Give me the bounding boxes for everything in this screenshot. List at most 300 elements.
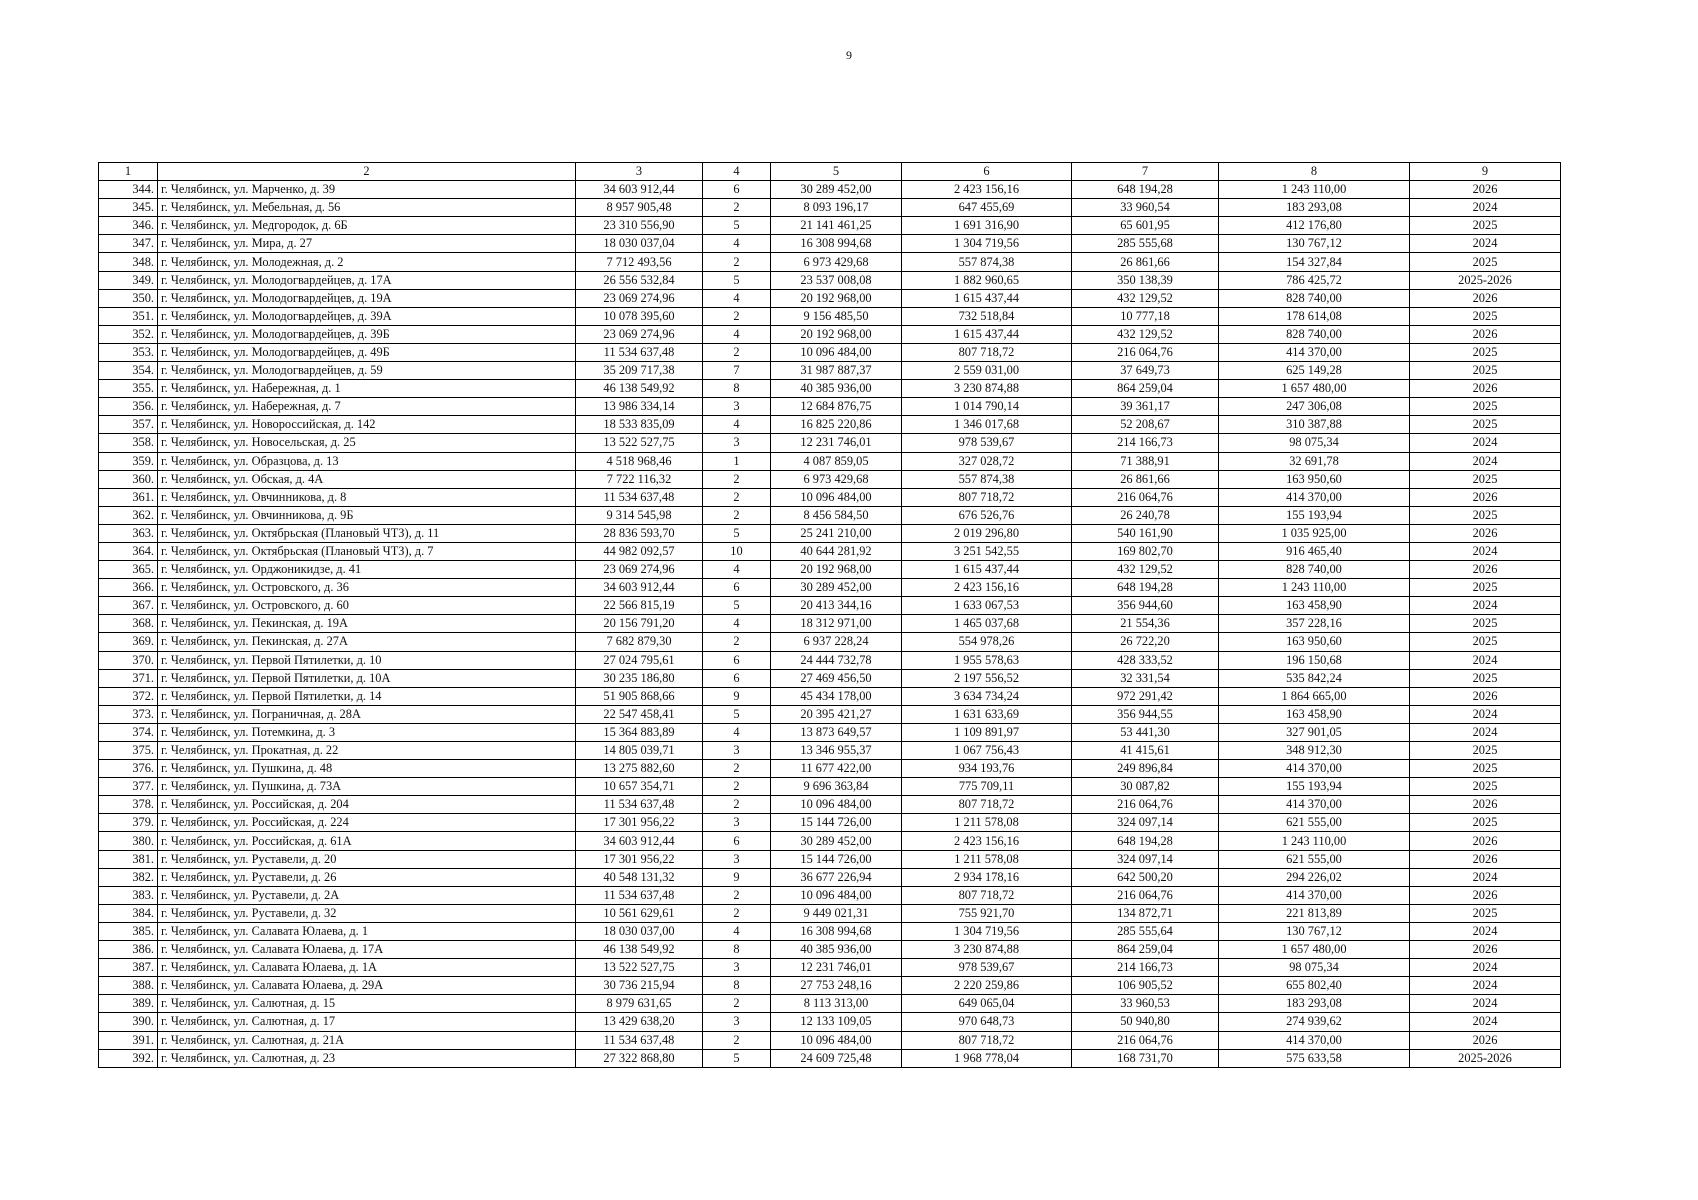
cell-row-number: 372.	[99, 687, 158, 705]
table-row	[99, 760, 1561, 778]
table-row	[99, 868, 1561, 886]
cell-cost-component-8: 130 767,12	[1219, 922, 1410, 940]
cell-count: 3	[703, 959, 771, 977]
cell-total-cost: 20 156 791,20	[576, 615, 703, 633]
cell-row-number: 392.	[99, 1049, 158, 1067]
cell-count: 2	[703, 633, 771, 651]
cell-year: 2025	[1410, 669, 1561, 687]
cell-total-cost: 35 209 717,38	[576, 362, 703, 380]
cell-address: г. Челябинск, ул. Марченко, д. 39	[158, 181, 576, 199]
cell-cost-component-5: 10 096 484,00	[771, 886, 902, 904]
cell-cost-component-6: 3 230 874,88	[902, 941, 1072, 959]
table-row	[99, 271, 1561, 289]
cell-row-number: 365.	[99, 561, 158, 579]
table-row	[99, 977, 1561, 995]
cell-cost-component-5: 31 987 887,37	[771, 362, 902, 380]
cell-cost-component-6: 934 193,76	[902, 760, 1072, 778]
cell-row-number: 349.	[99, 271, 158, 289]
cell-cost-component-6: 557 874,38	[902, 253, 1072, 271]
cell-cost-component-5: 40 644 281,92	[771, 542, 902, 560]
cell-count: 2	[703, 506, 771, 524]
cell-address: г. Челябинск, ул. Молодогвардейцев, д. 39Б	[158, 325, 576, 343]
cell-row-number: 361.	[99, 488, 158, 506]
cell-cost-component-6: 1 109 891,97	[902, 723, 1072, 741]
cell-year: 2024	[1410, 1013, 1561, 1031]
table-row	[99, 832, 1561, 850]
cell-cost-component-5: 10 096 484,00	[771, 796, 902, 814]
cell-address: г. Челябинск, ул. Пушкина, д. 48	[158, 760, 576, 778]
cell-total-cost: 10 561 629,61	[576, 904, 703, 922]
cell-cost-component-6: 2 423 156,16	[902, 579, 1072, 597]
table-header-row	[99, 163, 1561, 181]
cell-address: г. Челябинск, ул. Салавата Юлаева, д. 1А	[158, 959, 576, 977]
cell-cost-component-7: 26 722,20	[1072, 633, 1219, 651]
cell-address: г. Челябинск, ул. Октябрьская (Плановый ЧТЗ), д. 11	[158, 524, 576, 542]
repair-registry-table	[98, 162, 1561, 1068]
cell-cost-component-6: 3 230 874,88	[902, 380, 1072, 398]
cell-cost-component-6: 3 251 542,55	[902, 542, 1072, 560]
table-row	[99, 561, 1561, 579]
cell-cost-component-7: 864 259,04	[1072, 941, 1219, 959]
cell-cost-component-6: 557 874,38	[902, 470, 1072, 488]
cell-count: 2	[703, 343, 771, 361]
cell-cost-component-5: 30 289 452,00	[771, 832, 902, 850]
cell-cost-component-5: 20 192 968,00	[771, 325, 902, 343]
cell-cost-component-5: 12 231 746,01	[771, 434, 902, 452]
cell-year: 2026	[1410, 524, 1561, 542]
cell-count: 4	[703, 723, 771, 741]
cell-cost-component-8: 98 075,34	[1219, 959, 1410, 977]
cell-cost-component-8: 196 150,68	[1219, 651, 1410, 669]
cell-cost-component-6: 1 304 719,56	[902, 922, 1072, 940]
cell-row-number: 383.	[99, 886, 158, 904]
cell-address: г. Челябинск, ул. Салавата Юлаева, д. 1	[158, 922, 576, 940]
cell-count: 5	[703, 524, 771, 542]
cell-cost-component-5: 30 289 452,00	[771, 181, 902, 199]
cell-address: г. Челябинск, ул. Первой Пятилетки, д. 10А	[158, 669, 576, 687]
cell-total-cost: 34 603 912,44	[576, 181, 703, 199]
cell-count: 2	[703, 995, 771, 1013]
cell-year: 2025	[1410, 217, 1561, 235]
table-row	[99, 959, 1561, 977]
cell-year: 2024	[1410, 977, 1561, 995]
cell-count: 4	[703, 416, 771, 434]
table-row	[99, 1049, 1561, 1067]
cell-count: 9	[703, 687, 771, 705]
cell-year: 2025	[1410, 778, 1561, 796]
cell-count: 5	[703, 705, 771, 723]
cell-cost-component-6: 2 934 178,16	[902, 868, 1072, 886]
cell-count: 4	[703, 561, 771, 579]
cell-cost-component-7: 642 500,20	[1072, 868, 1219, 886]
cell-cost-component-8: 414 370,00	[1219, 488, 1410, 506]
cell-address: г. Челябинск, ул. Молодежная, д. 2	[158, 253, 576, 271]
cell-cost-component-7: 216 064,76	[1072, 886, 1219, 904]
cell-cost-component-7: 26 861,66	[1072, 253, 1219, 271]
cell-row-number: 384.	[99, 904, 158, 922]
cell-cost-component-7: 864 259,04	[1072, 380, 1219, 398]
cell-total-cost: 18 030 037,04	[576, 235, 703, 253]
table-row	[99, 506, 1561, 524]
cell-total-cost: 30 235 186,80	[576, 669, 703, 687]
cell-year: 2025	[1410, 307, 1561, 325]
cell-cost-component-7: 285 555,68	[1072, 235, 1219, 253]
cell-row-number: 375.	[99, 742, 158, 760]
cell-cost-component-5: 12 684 876,75	[771, 398, 902, 416]
cell-cost-component-5: 10 096 484,00	[771, 343, 902, 361]
cell-total-cost: 13 522 527,75	[576, 434, 703, 452]
cell-row-number: 386.	[99, 941, 158, 959]
cell-total-cost: 15 364 883,89	[576, 723, 703, 741]
cell-cost-component-6: 775 709,11	[902, 778, 1072, 796]
table-row	[99, 542, 1561, 560]
cell-cost-component-8: 1 864 665,00	[1219, 687, 1410, 705]
cell-count: 2	[703, 199, 771, 217]
page-number: 9	[846, 48, 852, 62]
cell-cost-component-8: 828 740,00	[1219, 561, 1410, 579]
cell-count: 9	[703, 868, 771, 886]
cell-cost-component-8: 163 950,60	[1219, 633, 1410, 651]
cell-total-cost: 10 657 354,71	[576, 778, 703, 796]
cell-address: г. Челябинск, ул. Островского, д. 60	[158, 597, 576, 615]
cell-address: г. Челябинск, ул. Пекинская, д. 27А	[158, 633, 576, 651]
cell-year: 2025	[1410, 253, 1561, 271]
cell-cost-component-6: 676 526,76	[902, 506, 1072, 524]
cell-year: 2025	[1410, 416, 1561, 434]
cell-count: 4	[703, 235, 771, 253]
cell-cost-component-6: 1 211 578,08	[902, 850, 1072, 868]
cell-cost-component-8: 155 193,94	[1219, 506, 1410, 524]
cell-count: 6	[703, 579, 771, 597]
cell-count: 2	[703, 796, 771, 814]
cell-cost-component-6: 970 648,73	[902, 1013, 1072, 1031]
table-row	[99, 289, 1561, 307]
cell-cost-component-8: 414 370,00	[1219, 796, 1410, 814]
cell-cost-component-7: 648 194,28	[1072, 579, 1219, 597]
cell-cost-component-6: 649 065,04	[902, 995, 1072, 1013]
cell-address: г. Челябинск, ул. Обская, д. 4А	[158, 470, 576, 488]
cell-total-cost: 17 301 956,22	[576, 814, 703, 832]
cell-year: 2025	[1410, 814, 1561, 832]
cell-cost-component-5: 18 312 971,00	[771, 615, 902, 633]
table-row	[99, 651, 1561, 669]
cell-year: 2024	[1410, 235, 1561, 253]
cell-cost-component-5: 21 141 461,25	[771, 217, 902, 235]
cell-cost-component-7: 53 441,30	[1072, 723, 1219, 741]
cell-cost-component-8: 221 813,89	[1219, 904, 1410, 922]
cell-address: г. Челябинск, ул. Салютная, д. 23	[158, 1049, 576, 1067]
cell-address: г. Челябинск, ул. Молодогвардейцев, д. 39А	[158, 307, 576, 325]
column-header-4: 4	[703, 163, 771, 181]
cell-count: 2	[703, 760, 771, 778]
cell-cost-component-7: 216 064,76	[1072, 488, 1219, 506]
cell-total-cost: 30 736 215,94	[576, 977, 703, 995]
column-header-6: 6	[902, 163, 1072, 181]
table-row	[99, 742, 1561, 760]
cell-cost-component-8: 130 767,12	[1219, 235, 1410, 253]
cell-address: г. Челябинск, ул. Мира, д. 27	[158, 235, 576, 253]
cell-year: 2026	[1410, 380, 1561, 398]
cell-total-cost: 7 712 493,56	[576, 253, 703, 271]
cell-cost-component-7: 350 138,39	[1072, 271, 1219, 289]
cell-address: г. Челябинск, ул. Прокатная, д. 22	[158, 742, 576, 760]
table-row	[99, 633, 1561, 651]
table-row	[99, 850, 1561, 868]
cell-cost-component-8: 32 691,78	[1219, 452, 1410, 470]
cell-count: 4	[703, 615, 771, 633]
cell-cost-component-7: 356 944,55	[1072, 705, 1219, 723]
table-row	[99, 597, 1561, 615]
cell-address: г. Челябинск, ул. Молодогвардейцев, д. 59	[158, 362, 576, 380]
cell-row-number: 381.	[99, 850, 158, 868]
cell-row-number: 348.	[99, 253, 158, 271]
cell-count: 2	[703, 1031, 771, 1049]
cell-cost-component-7: 540 161,90	[1072, 524, 1219, 542]
cell-cost-component-7: 134 872,71	[1072, 904, 1219, 922]
cell-count: 3	[703, 434, 771, 452]
cell-total-cost: 27 322 868,80	[576, 1049, 703, 1067]
cell-year: 2025	[1410, 470, 1561, 488]
cell-address: г. Челябинск, ул. Островского, д. 36	[158, 579, 576, 597]
cell-count: 4	[703, 922, 771, 940]
cell-total-cost: 7 722 116,32	[576, 470, 703, 488]
cell-cost-component-6: 807 718,72	[902, 886, 1072, 904]
cell-cost-component-7: 972 291,42	[1072, 687, 1219, 705]
cell-cost-component-7: 26 240,78	[1072, 506, 1219, 524]
cell-cost-component-5: 8 456 584,50	[771, 506, 902, 524]
cell-total-cost: 23 310 556,90	[576, 217, 703, 235]
table-row	[99, 524, 1561, 542]
cell-cost-component-5: 8 113 313,00	[771, 995, 902, 1013]
cell-count: 3	[703, 742, 771, 760]
cell-total-cost: 28 836 593,70	[576, 524, 703, 542]
cell-address: г. Челябинск, ул. Овчинникова, д. 9Б	[158, 506, 576, 524]
cell-cost-component-8: 1 035 925,00	[1219, 524, 1410, 542]
table-row	[99, 253, 1561, 271]
cell-total-cost: 34 603 912,44	[576, 832, 703, 850]
cell-cost-component-8: 414 370,00	[1219, 343, 1410, 361]
cell-row-number: 360.	[99, 470, 158, 488]
cell-address: г. Челябинск, ул. Руставели, д. 32	[158, 904, 576, 922]
cell-cost-component-5: 40 385 936,00	[771, 380, 902, 398]
cell-count: 3	[703, 850, 771, 868]
cell-address: г. Челябинск, ул. Первой Пятилетки, д. 10	[158, 651, 576, 669]
cell-cost-component-7: 168 731,70	[1072, 1049, 1219, 1067]
cell-cost-component-6: 807 718,72	[902, 343, 1072, 361]
cell-cost-component-7: 324 097,14	[1072, 850, 1219, 868]
cell-cost-component-7: 10 777,18	[1072, 307, 1219, 325]
cell-cost-component-5: 20 413 344,16	[771, 597, 902, 615]
cell-year: 2026	[1410, 1031, 1561, 1049]
cell-year: 2025-2026	[1410, 271, 1561, 289]
cell-address: г. Челябинск, ул. Медгородок, д. 6Б	[158, 217, 576, 235]
table-row	[99, 1031, 1561, 1049]
cell-year: 2025	[1410, 742, 1561, 760]
cell-cost-component-5: 30 289 452,00	[771, 579, 902, 597]
table-row	[99, 814, 1561, 832]
cell-total-cost: 27 024 795,61	[576, 651, 703, 669]
cell-cost-component-5: 16 308 994,68	[771, 922, 902, 940]
cell-row-number: 390.	[99, 1013, 158, 1031]
cell-cost-component-5: 20 192 968,00	[771, 289, 902, 307]
table-row	[99, 362, 1561, 380]
cell-total-cost: 46 138 549,92	[576, 380, 703, 398]
cell-cost-component-6: 2 423 156,16	[902, 181, 1072, 199]
cell-row-number: 366.	[99, 579, 158, 597]
cell-cost-component-6: 1 968 778,04	[902, 1049, 1072, 1067]
table-row	[99, 1013, 1561, 1031]
cell-year: 2024	[1410, 995, 1561, 1013]
cell-count: 2	[703, 886, 771, 904]
cell-cost-component-8: 163 950,60	[1219, 470, 1410, 488]
cell-count: 1	[703, 452, 771, 470]
cell-row-number: 353.	[99, 343, 158, 361]
cell-address: г. Челябинск, ул. Потемкина, д. 3	[158, 723, 576, 741]
cell-cost-component-7: 26 861,66	[1072, 470, 1219, 488]
cell-cost-component-5: 4 087 859,05	[771, 452, 902, 470]
cell-count: 8	[703, 941, 771, 959]
cell-cost-component-6: 1 615 437,44	[902, 289, 1072, 307]
cell-count: 6	[703, 832, 771, 850]
cell-total-cost: 40 548 131,32	[576, 868, 703, 886]
cell-cost-component-8: 1 243 110,00	[1219, 181, 1410, 199]
cell-count: 5	[703, 217, 771, 235]
cell-cost-component-8: 1 657 480,00	[1219, 941, 1410, 959]
table-row	[99, 778, 1561, 796]
cell-year: 2025	[1410, 633, 1561, 651]
table-row	[99, 452, 1561, 470]
cell-cost-component-5: 16 308 994,68	[771, 235, 902, 253]
cell-cost-component-5: 11 677 422,00	[771, 760, 902, 778]
cell-cost-component-6: 1 691 316,90	[902, 217, 1072, 235]
cell-cost-component-5: 12 231 746,01	[771, 959, 902, 977]
cell-row-number: 371.	[99, 669, 158, 687]
cell-cost-component-5: 40 385 936,00	[771, 941, 902, 959]
cell-row-number: 347.	[99, 235, 158, 253]
column-header-1: 1	[99, 163, 158, 181]
cell-address: г. Челябинск, ул. Образцова, д. 13	[158, 452, 576, 470]
cell-address: г. Челябинск, ул. Пушкина, д. 73А	[158, 778, 576, 796]
cell-count: 4	[703, 289, 771, 307]
cell-count: 3	[703, 398, 771, 416]
cell-count: 8	[703, 977, 771, 995]
cell-cost-component-7: 169 802,70	[1072, 542, 1219, 560]
cell-cost-component-5: 13 346 955,37	[771, 742, 902, 760]
cell-cost-component-5: 9 156 485,50	[771, 307, 902, 325]
cell-address: г. Челябинск, ул. Новосельская, д. 25	[158, 434, 576, 452]
cell-year: 2024	[1410, 959, 1561, 977]
cell-cost-component-8: 155 193,94	[1219, 778, 1410, 796]
cell-total-cost: 11 534 637,48	[576, 488, 703, 506]
cell-cost-component-8: 154 327,84	[1219, 253, 1410, 271]
cell-cost-component-8: 348 912,30	[1219, 742, 1410, 760]
cell-cost-component-7: 324 097,14	[1072, 814, 1219, 832]
cell-cost-component-6: 978 539,67	[902, 434, 1072, 452]
cell-cost-component-6: 647 455,69	[902, 199, 1072, 217]
cell-cost-component-7: 71 388,91	[1072, 452, 1219, 470]
column-header-7: 7	[1072, 163, 1219, 181]
cell-cost-component-7: 32 331,54	[1072, 669, 1219, 687]
cell-count: 6	[703, 669, 771, 687]
cell-cost-component-6: 1 346 017,68	[902, 416, 1072, 434]
cell-row-number: 356.	[99, 398, 158, 416]
cell-year: 2024	[1410, 723, 1561, 741]
cell-cost-component-8: 575 633,58	[1219, 1049, 1410, 1067]
cell-row-number: 387.	[99, 959, 158, 977]
cell-address: г. Челябинск, ул. Набережная, д. 1	[158, 380, 576, 398]
cell-total-cost: 10 078 395,60	[576, 307, 703, 325]
cell-address: г. Челябинск, ул. Руставели, д. 20	[158, 850, 576, 868]
cell-count: 3	[703, 1013, 771, 1031]
cell-cost-component-6: 3 634 734,24	[902, 687, 1072, 705]
cell-count: 10	[703, 542, 771, 560]
cell-cost-component-6: 1 465 037,68	[902, 615, 1072, 633]
cell-cost-component-5: 45 434 178,00	[771, 687, 902, 705]
cell-year: 2025	[1410, 615, 1561, 633]
cell-address: г. Челябинск, ул. Мебельная, д. 56	[158, 199, 576, 217]
cell-address: г. Челябинск, ул. Молодогвардейцев, д. 19А	[158, 289, 576, 307]
cell-address: г. Челябинск, ул. Руставели, д. 2А	[158, 886, 576, 904]
cell-year: 2024	[1410, 651, 1561, 669]
table-row	[99, 343, 1561, 361]
cell-count: 3	[703, 814, 771, 832]
cell-cost-component-6: 1 631 633,69	[902, 705, 1072, 723]
table-row	[99, 434, 1561, 452]
cell-total-cost: 9 314 545,98	[576, 506, 703, 524]
cell-cost-component-6: 807 718,72	[902, 1031, 1072, 1049]
cell-address: г. Челябинск, ул. Молодогвардейцев, д. 49Б	[158, 343, 576, 361]
cell-cost-component-6: 807 718,72	[902, 796, 1072, 814]
cell-total-cost: 7 682 879,30	[576, 633, 703, 651]
cell-total-cost: 8 957 905,48	[576, 199, 703, 217]
cell-year: 2025	[1410, 506, 1561, 524]
cell-cost-component-8: 247 306,08	[1219, 398, 1410, 416]
cell-year: 2025	[1410, 398, 1561, 416]
cell-cost-component-5: 20 192 968,00	[771, 561, 902, 579]
cell-total-cost: 14 805 039,71	[576, 742, 703, 760]
cell-year: 2025	[1410, 760, 1561, 778]
cell-cost-component-7: 41 415,61	[1072, 742, 1219, 760]
cell-cost-component-5: 8 093 196,17	[771, 199, 902, 217]
table-row	[99, 488, 1561, 506]
cell-row-number: 359.	[99, 452, 158, 470]
cell-year: 2026	[1410, 832, 1561, 850]
cell-cost-component-8: 655 802,40	[1219, 977, 1410, 995]
cell-row-number: 351.	[99, 307, 158, 325]
cell-row-number: 364.	[99, 542, 158, 560]
cell-row-number: 374.	[99, 723, 158, 741]
cell-row-number: 362.	[99, 506, 158, 524]
cell-total-cost: 23 069 274,96	[576, 561, 703, 579]
cell-cost-component-8: 621 555,00	[1219, 814, 1410, 832]
cell-cost-component-6: 554 978,26	[902, 633, 1072, 651]
cell-address: г. Челябинск, ул. Салавата Юлаева, д. 29А	[158, 977, 576, 995]
cell-count: 2	[703, 253, 771, 271]
cell-count: 4	[703, 325, 771, 343]
cell-row-number: 373.	[99, 705, 158, 723]
cell-year: 2025-2026	[1410, 1049, 1561, 1067]
cell-year: 2026	[1410, 687, 1561, 705]
cell-row-number: 350.	[99, 289, 158, 307]
table-row	[99, 199, 1561, 217]
cell-cost-component-8: 274 939,62	[1219, 1013, 1410, 1031]
cell-total-cost: 26 556 532,84	[576, 271, 703, 289]
table-row	[99, 723, 1561, 741]
table-row	[99, 995, 1561, 1013]
cell-cost-component-8: 414 370,00	[1219, 1031, 1410, 1049]
cell-total-cost: 18 533 835,09	[576, 416, 703, 434]
cell-cost-component-5: 9 449 021,31	[771, 904, 902, 922]
